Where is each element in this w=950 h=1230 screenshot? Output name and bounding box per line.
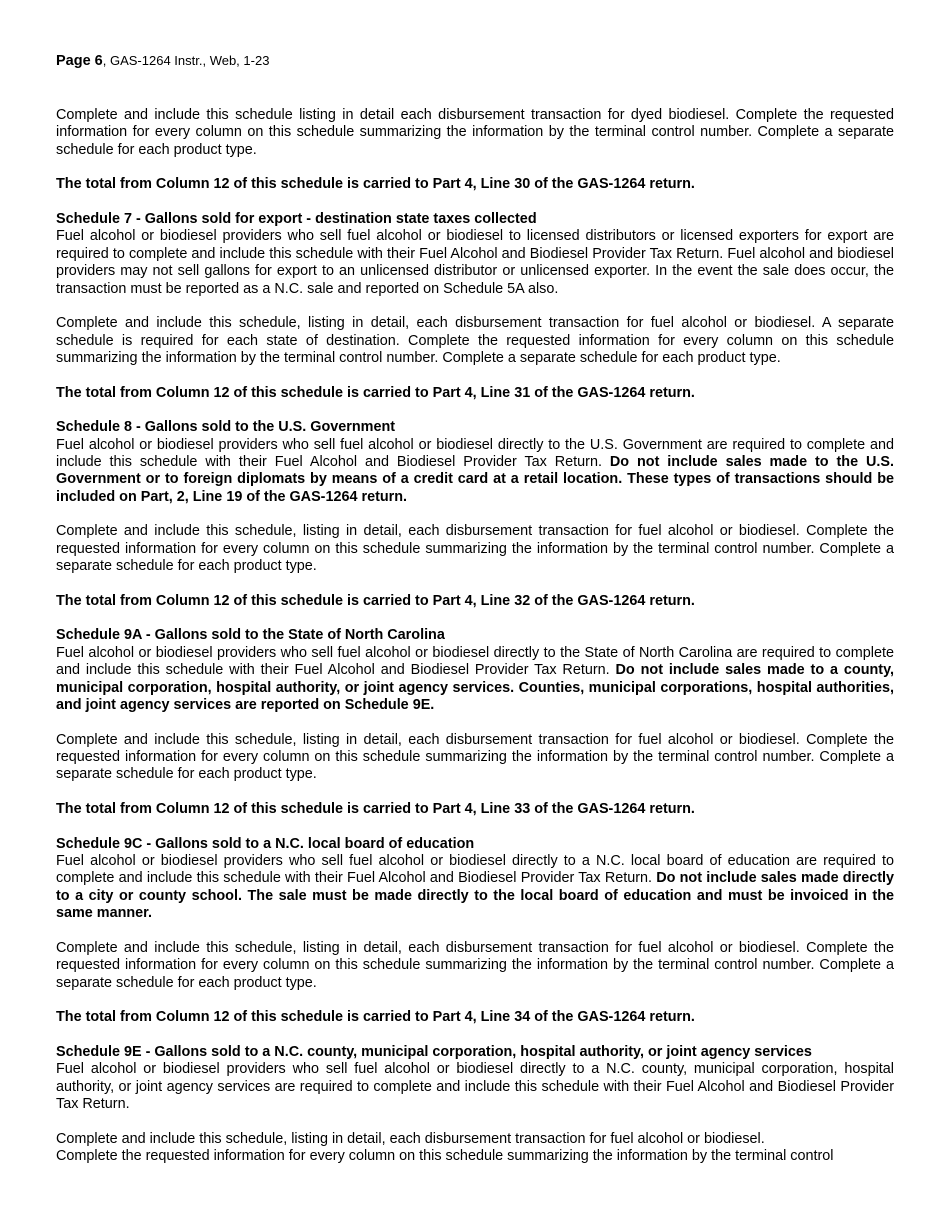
intro-total-note: The total from Column 12 of this schedule is carried to Part 4, Line 30 of the GAS-1264 return. xyxy=(56,176,695,193)
schedule-8-total-note: The total from Column 12 of this schedule is carried to Part 4, Line 32 of the GAS-1264 return. xyxy=(56,592,695,609)
schedule-9e-para-1: Fuel alcohol or biodiesel providers who sell fuel alcohol or biodiesel directly to a N.C. county, municipal corporation, hospital authority, or joint agency services are required to complete and include this schedule with their Fuel Alcohol and Biodiesel Provider Tax Return. xyxy=(56,1061,894,1113)
schedule-8-para-2: Complete and include this schedule, listing in detail, each disbursement transaction for fuel alcohol or biodiesel. Complete the requested information for every column on this schedule summarizing the information by the terminal control number. Complete a separate schedule for each product type. xyxy=(56,523,894,575)
schedule-9e-para-2-line-2: Complete the requested information for every column on this schedule summarizing the information by the terminal control xyxy=(56,1148,834,1165)
schedule-9c-para-2: Complete and include this schedule, listing in detail, each disbursement transaction for fuel alcohol or biodiesel. Complete the requested information for every column on this schedule summarizing the information by the terminal control number. Complete a separate schedule for each product type. xyxy=(56,939,894,991)
schedule-9a-para-1-plain: Fuel alcohol or biodiesel providers who sell fuel alcohol or biodiesel directly to the State of North Carolina are required to complete and include this schedule with their Fuel Alcohol and Biodiesel Provider Tax Return. xyxy=(56,644,894,679)
schedule-7-total-note: The total from Column 12 of this schedule is carried to Part 4, Line 31 of the GAS-1264 return. xyxy=(56,384,695,401)
schedule-8-para-1-bold: Do not include sales made to the U.S. Government or to foreign diplomats by means of a credit card at a retail location. These types of transactions should be included on Part, 2, Line 19 of the GAS-1264 return. xyxy=(56,454,894,505)
schedule-9c-title: Schedule 9C - Gallons sold to a N.C. local board of education xyxy=(56,835,475,852)
schedule-7-title: Schedule 7 - Gallons sold for export - destination state taxes collected xyxy=(56,211,537,227)
schedule-9e-para-2-line-1: Complete and include this schedule, listing in detail, each disbursement transaction for fuel alcohol or biodiesel. xyxy=(56,1130,765,1147)
schedule-9a-title: Schedule 9A - Gallons sold to the State of North Carolina xyxy=(56,627,445,644)
schedule-8-para-1 xyxy=(56,437,894,507)
schedule-9c-para-1-bold: Do not include sales made directly to a city or county school. The sale must be made directly to the local board of education and must be invoiced in the same manner. xyxy=(56,870,895,922)
schedule-9c-total-note: The total from Column 12 of this schedule is carried to Part 4, Line 34 of the GAS-1264 return. xyxy=(56,1009,695,1026)
schedule-9a-para-2: Complete and include this schedule, listing in detail, each disbursement transaction for fuel alcohol or biodiesel. Complete the requested information for every column on this schedule summarizing the information by the terminal control number. Complete a separate schedule for each product type. xyxy=(56,731,894,783)
intro-paragraph: Complete and include this schedule listing in detail each disbursement transaction for dyed biodiesel. Complete the requested information for every column on this schedule summarizing the information by the terminal control number. Complete a separate schedule for each product type. xyxy=(56,107,894,158)
schedule-7-para-1: Fuel alcohol or biodiesel providers who sell fuel alcohol or biodiesel to licensed distributors or licensed exporters for export are required to complete and include this schedule with their Fuel Alcohol and Biodiesel Provider Tax Return. Fuel alcohol and biodiesel providers may not sell gallons for export to an unlicensed distributor or unlicensed exporter. In the event the sale does occur, the transaction must be reported as a N.C. sale and reported on Schedule 5A also. xyxy=(56,228,894,297)
schedule-8-para-1-plain: Fuel alcohol or biodiesel providers who sell fuel alcohol or biodiesel directly to the U.S. Government are required to complete and include this schedule with their Fuel Alcohol and Biodiesel Provider Tax Return. xyxy=(56,436,894,471)
schedule-9c-para-1 xyxy=(56,853,894,923)
page-number: Page 6 xyxy=(56,53,103,69)
page-header xyxy=(56,53,894,69)
schedule-9c-para-1-plain: Fuel alcohol or biodiesel providers who sell fuel alcohol or biodiesel directly to a N.C. local board of education are required to complete and include this schedule with their Fuel Alcohol and Biodiesel Provider Tax Return. xyxy=(56,853,894,887)
schedule-9a-para-1-bold: Do not include sales made to a county, municipal corporation, hospital authority, or joint agency services. Counties, municipal corporations, hospital authorities, and joint agency services are reported on Schedule 9E. xyxy=(56,662,895,714)
schedule-9e-title: Schedule 9E - Gallons sold to a N.C. county, municipal corporation, hospital authority, or joint agency services xyxy=(56,1043,812,1060)
schedule-9a-para-1 xyxy=(56,645,894,715)
form-reference: , GAS-1264 Instr., Web, 1-23 xyxy=(102,53,270,68)
document-page xyxy=(56,53,894,1166)
schedule-7-para-2: Complete and include this schedule, listing in detail, each disbursement transaction for fuel alcohol or biodiesel. A separate schedule is required for each state of destination. Complete the requested information for every column on this schedule summarizing the information by the terminal control number. Complete a separate schedule for each product type. xyxy=(56,315,894,367)
schedule-8-title: Schedule 8 - Gallons sold to the U.S. Government xyxy=(56,419,396,436)
schedule-9a-total-note: The total from Column 12 of this schedule is carried to Part 4, Line 33 of the GAS-1264 return. xyxy=(56,801,695,818)
